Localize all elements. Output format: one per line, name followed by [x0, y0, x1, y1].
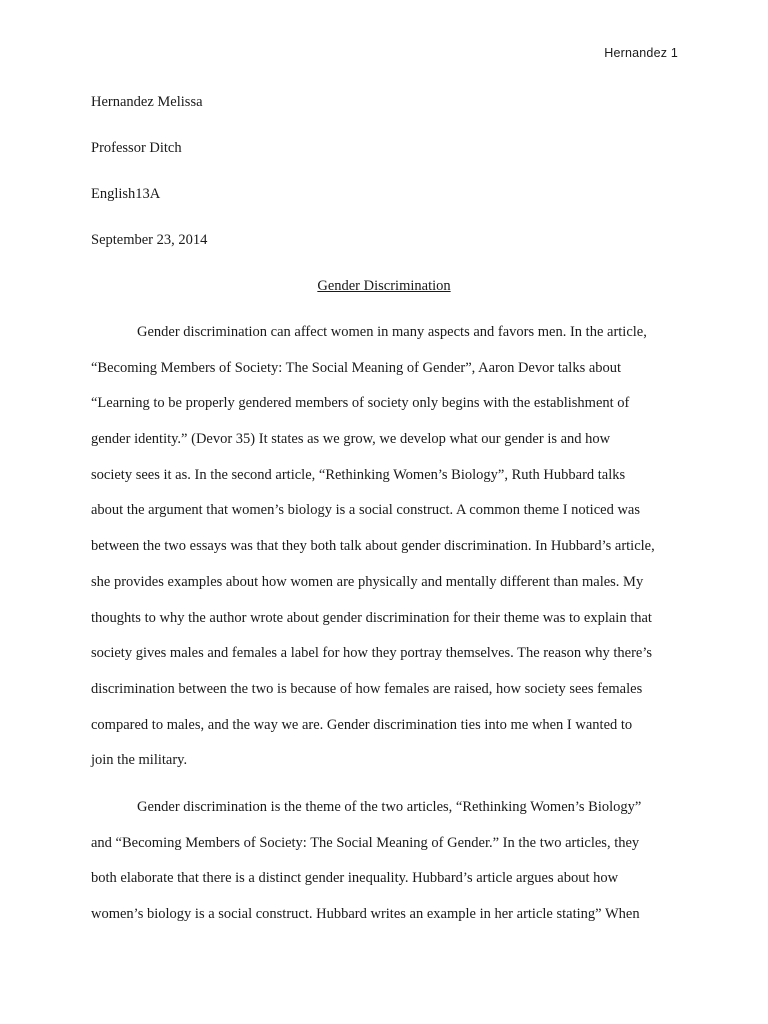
paragraph-line: women’s biology is a social construct. Hubbard writes an example in her article stating” When: [91, 906, 640, 922]
paragraph-line: discrimination between the two is because of how females are raised, how society sees females: [91, 680, 643, 697]
student-name: Hernandez Melissa: [91, 94, 203, 110]
essay-date: September 23, 2014: [91, 232, 208, 248]
paragraph: [91, 322, 681, 786]
paragraph-line: join the military.: [91, 752, 188, 769]
paragraph-line: gender identity.” (Devor 35) It states as we grow, we develop what our gender is and how: [91, 431, 611, 448]
paragraph-line: society gives males and females a label for how they portray themselves. The reason why there’s: [91, 645, 653, 662]
running-header-page-number: Hernandez 1: [604, 46, 678, 60]
course-name: English13A: [91, 186, 161, 202]
paragraph-line: compared to males, and the way we are. Gender discrimination ties into me when I wanted to: [91, 716, 633, 733]
paragraph-spacer: [91, 786, 681, 797]
paragraph-line: she provides examples about how women are physically and mentally different than males. My: [91, 573, 644, 590]
paragraph: [91, 797, 681, 940]
paragraph-line: and “Becoming Members of Society: The Social Meaning of Gender.” In the two articles, they: [91, 834, 640, 851]
professor-name: Professor Ditch: [91, 140, 182, 156]
mla-heading: [91, 92, 681, 276]
paragraph-line: about the argument that women’s biology is a social construct. A common theme I noticed was: [91, 502, 641, 519]
paragraph-line: both elaborate that there is a distinct gender inequality. Hubbard’s article argues about how: [91, 870, 619, 887]
paragraph-line: society sees it as. In the second article, “Rethinking Women’s Biology”, Ruth Hubbard talks: [91, 466, 626, 483]
paragraph-line: between the two essays was that they both talk about gender discrimination. In Hubbard’s article,: [91, 538, 655, 555]
paragraph-line: thoughts to why the author wrote about gender discrimination for their theme was to explain that: [91, 609, 652, 626]
paragraph-line: “Becoming Members of Society: The Social Meaning of Gender”, Aaron Devor talks about: [91, 359, 622, 376]
essay-body: [91, 322, 681, 940]
essay-title: Gender Discrimination: [317, 278, 451, 294]
paragraph-line: Gender discrimination is the theme of the two articles, “Rethinking Women’s Biology”: [137, 798, 642, 815]
paragraph-line: Gender discrimination can affect women in many aspects and favors men. In the article,: [137, 324, 647, 340]
paragraph-line: “Learning to be properly gendered members of society only begins with the establishment of: [91, 395, 630, 412]
